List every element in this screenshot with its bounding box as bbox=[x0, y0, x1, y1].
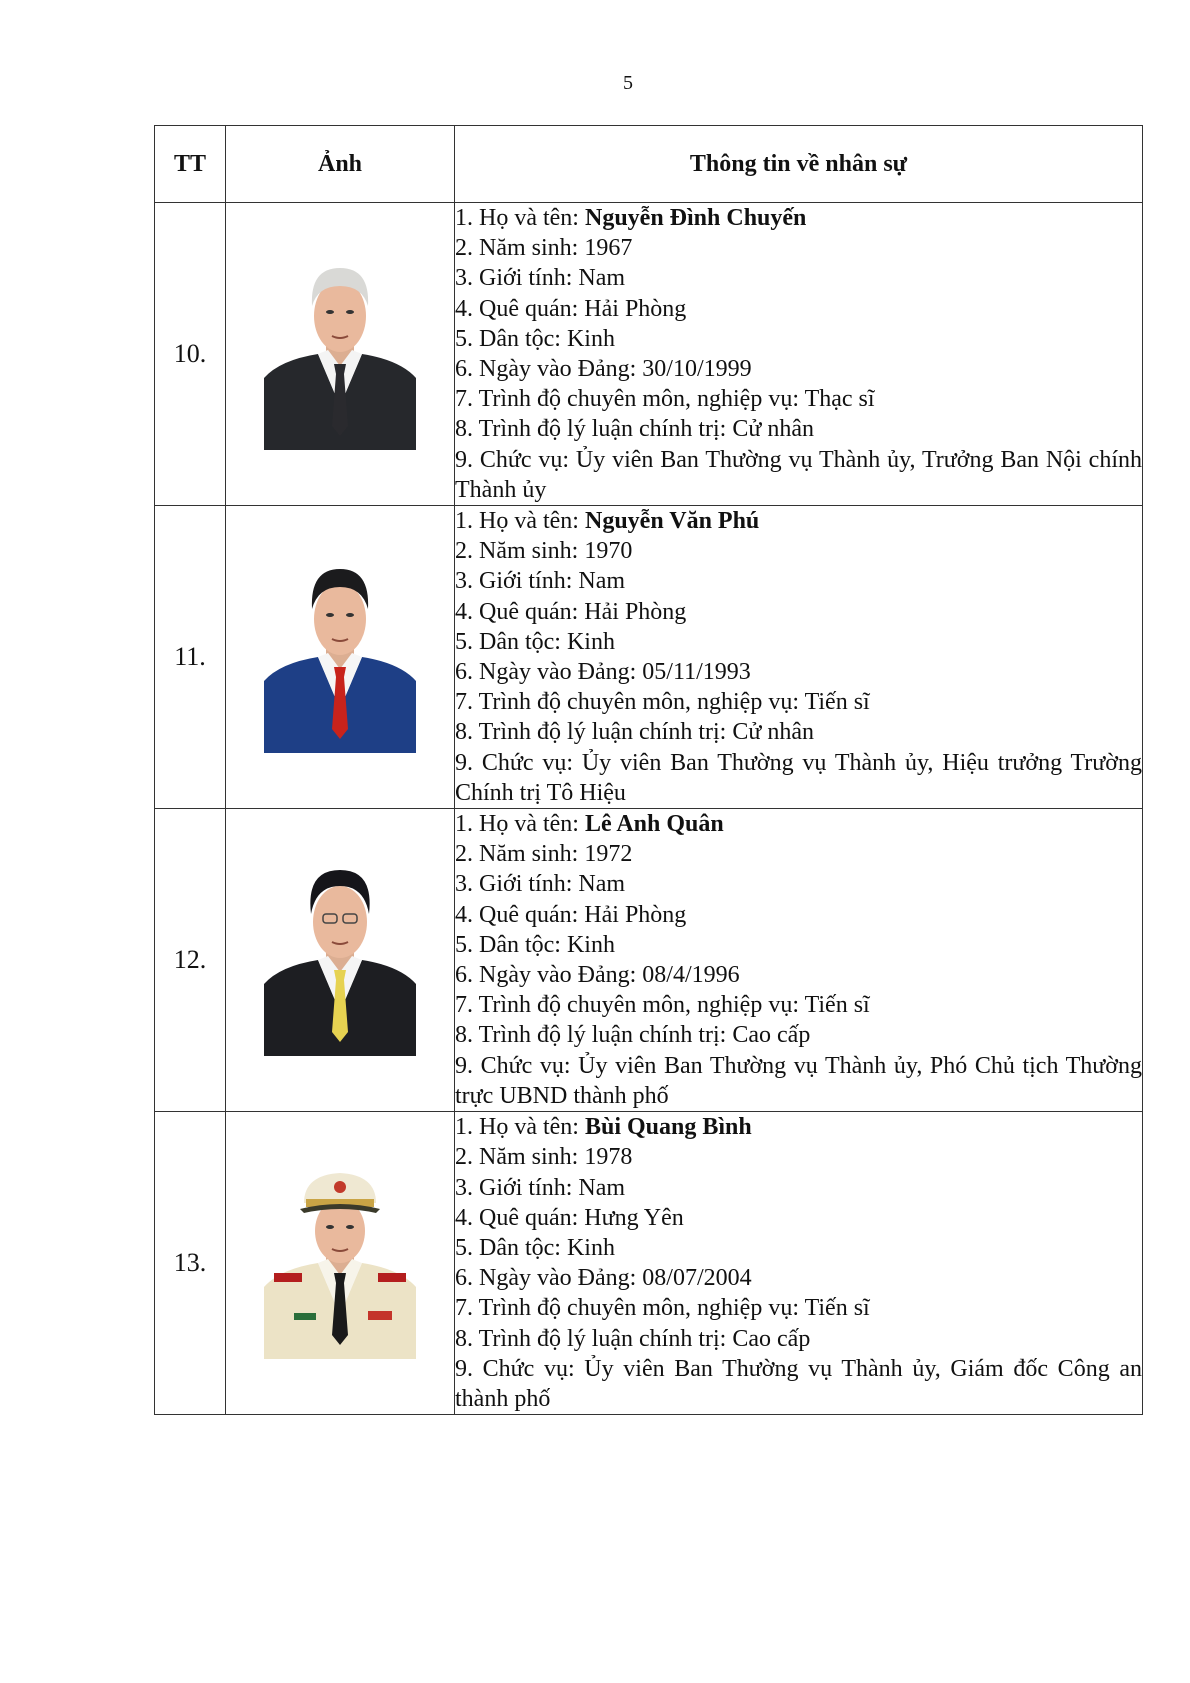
info-party-date: 6. Ngày vào Đảng: 08/07/2004 bbox=[455, 1265, 752, 1292]
info-ethnicity: 5. Dân tộc: Kinh bbox=[455, 325, 615, 352]
info-name-line: 1. Họ và tên: Nguyễn Đình Chuyến bbox=[455, 205, 807, 231]
info-position: 9. Chức vụ: Ủy viên Ban Thường vụ Thành ủy, Giám đốc Công an thành phố bbox=[455, 1355, 1142, 1412]
portrait-photo bbox=[264, 1163, 416, 1359]
info-birth-year: 2. Năm sinh: 1967 bbox=[455, 235, 633, 262]
info-cell bbox=[455, 1112, 1143, 1415]
info-political-theory: 8. Trình độ lý luận chính trị: Cao cấp bbox=[455, 1325, 811, 1352]
person-name: Nguyễn Văn Phú bbox=[584, 508, 760, 535]
table-row bbox=[155, 1112, 1143, 1415]
personnel-table bbox=[154, 125, 1143, 1415]
portrait-photo bbox=[264, 860, 416, 1056]
info-cell bbox=[455, 506, 1143, 809]
info-party-date: 6. Ngày vào Đảng: 05/11/1993 bbox=[455, 659, 751, 686]
info-gender: 3. Giới tính: Nam bbox=[455, 568, 626, 595]
info-hometown: 4. Quê quán: Hải Phòng bbox=[455, 295, 687, 322]
row-number: 12. bbox=[155, 809, 226, 1112]
info-ethnicity: 5. Dân tộc: Kinh bbox=[455, 931, 615, 958]
row-number: 13. bbox=[155, 1112, 226, 1415]
info-gender: 3. Giới tính: Nam bbox=[455, 265, 626, 292]
header-photo: Ảnh bbox=[226, 126, 455, 203]
info-education: 7. Trình độ chuyên môn, nghiệp vụ: Tiến sĩ bbox=[455, 992, 870, 1019]
person-name: Bùi Quang Bình bbox=[584, 1114, 752, 1141]
info-birth-year: 2. Năm sinh: 1972 bbox=[455, 841, 633, 868]
person-name: Lê Anh Quân bbox=[584, 811, 724, 838]
portrait-photo bbox=[264, 557, 416, 753]
photo-cell bbox=[226, 203, 455, 506]
photo-cell bbox=[226, 809, 455, 1112]
info-gender: 3. Giới tính: Nam bbox=[455, 871, 626, 898]
row-number: 11. bbox=[155, 506, 226, 809]
photo-cell bbox=[226, 1112, 455, 1415]
info-education: 7. Trình độ chuyên môn, nghiệp vụ: Thạc sĩ bbox=[455, 386, 875, 413]
header-info: Thông tin về nhân sự bbox=[455, 126, 1143, 203]
info-birth-year: 2. Năm sinh: 1970 bbox=[455, 538, 633, 565]
header-tt: TT bbox=[155, 126, 226, 203]
info-name-line: 1. Họ và tên: Lê Anh Quân bbox=[455, 811, 724, 838]
table-row bbox=[155, 203, 1143, 506]
portrait-photo-svg bbox=[264, 557, 416, 753]
info-position: 9. Chức vụ: Ủy viên Ban Thường vụ Thành ủy, Hiệu trưởng Trường Chính trị Tô Hiệu bbox=[455, 749, 1142, 806]
info-political-theory: 8. Trình độ lý luận chính trị: Cử nhân bbox=[455, 719, 815, 746]
info-name-line: 1. Họ và tên: Nguyễn Văn Phú bbox=[455, 508, 760, 535]
person-name: Nguyễn Đình Chuyến bbox=[584, 205, 807, 231]
portrait-photo-svg bbox=[264, 1163, 416, 1359]
photo-cell bbox=[226, 506, 455, 809]
info-hometown: 4. Quê quán: Hưng Yên bbox=[455, 1204, 684, 1231]
info-hometown: 4. Quê quán: Hải Phòng bbox=[455, 598, 687, 625]
info-cell bbox=[455, 809, 1143, 1112]
portrait-photo-svg bbox=[264, 254, 416, 450]
portrait-photo bbox=[264, 254, 416, 450]
row-number: 10. bbox=[155, 203, 226, 506]
info-political-theory: 8. Trình độ lý luận chính trị: Cử nhân bbox=[455, 416, 815, 443]
info-gender: 3. Giới tính: Nam bbox=[455, 1174, 626, 1201]
info-ethnicity: 5. Dân tộc: Kinh bbox=[455, 628, 615, 655]
table-row bbox=[155, 506, 1143, 809]
info-position: 9. Chức vụ: Ủy viên Ban Thường vụ Thành ủy, Trưởng Ban Nội chính Thành ủy bbox=[455, 446, 1142, 503]
table-row bbox=[155, 809, 1143, 1112]
info-education: 7. Trình độ chuyên môn, nghiệp vụ: Tiến sĩ bbox=[455, 689, 870, 716]
portrait-photo-svg bbox=[264, 860, 416, 1056]
info-ethnicity: 5. Dân tộc: Kinh bbox=[455, 1234, 615, 1261]
info-education: 7. Trình độ chuyên môn, nghiệp vụ: Tiến sĩ bbox=[455, 1295, 870, 1322]
table-header-row bbox=[155, 126, 1143, 203]
info-position: 9. Chức vụ: Ủy viên Ban Thường vụ Thành ủy, Phó Chủ tịch Thường trực UBND thành phố bbox=[455, 1052, 1142, 1109]
info-party-date: 6. Ngày vào Đảng: 30/10/1999 bbox=[455, 356, 752, 383]
page-number: 5 bbox=[623, 72, 633, 94]
info-party-date: 6. Ngày vào Đảng: 08/4/1996 bbox=[455, 962, 740, 989]
info-hometown: 4. Quê quán: Hải Phòng bbox=[455, 901, 687, 928]
info-name-line: 1. Họ và tên: Bùi Quang Bình bbox=[455, 1114, 752, 1141]
info-birth-year: 2. Năm sinh: 1978 bbox=[455, 1144, 633, 1171]
info-political-theory: 8. Trình độ lý luận chính trị: Cao cấp bbox=[455, 1022, 811, 1049]
info-cell bbox=[455, 203, 1143, 506]
